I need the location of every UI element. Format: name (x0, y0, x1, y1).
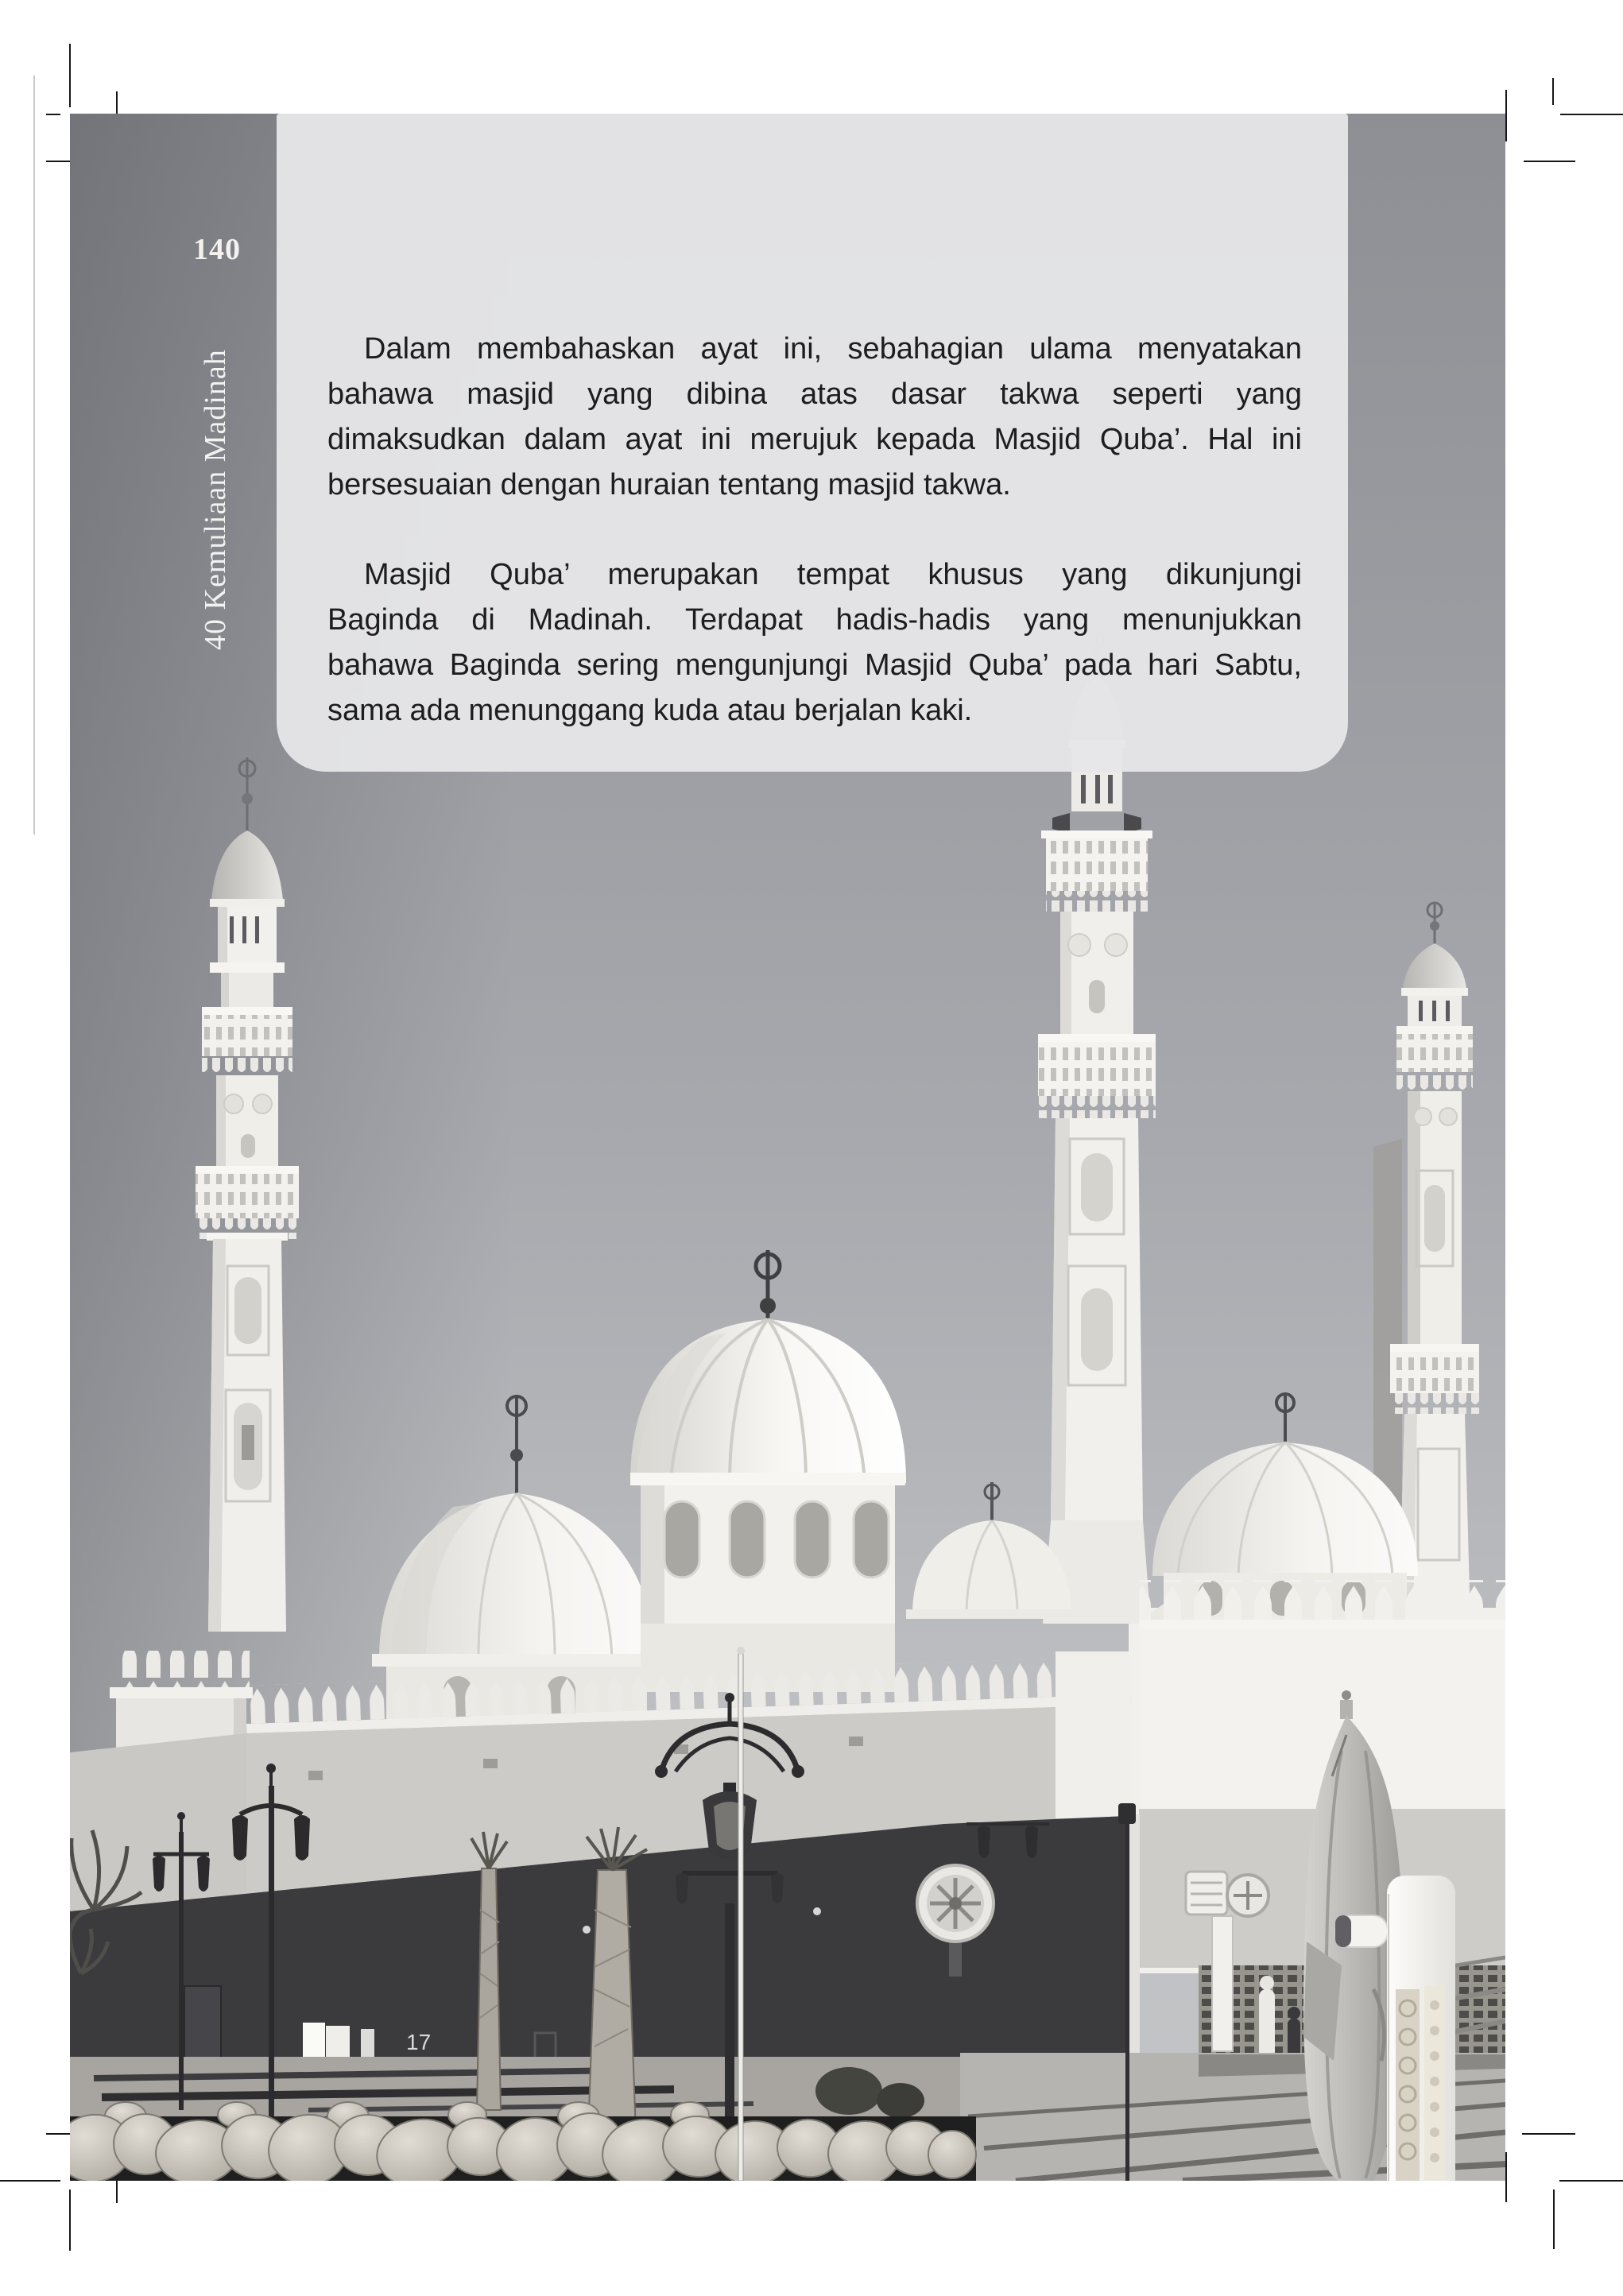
crop-mark (69, 2190, 71, 2251)
page-edge-line (33, 76, 35, 834)
crop-mark (1524, 161, 1575, 162)
paragraph (327, 552, 1302, 734)
text-line: bahawa masjid yang dibina atas dasar takwa seperti yang (327, 378, 1302, 411)
text-line: sama ada menunggang kuda atau berjalan kaki. (327, 694, 973, 727)
text-panel (277, 114, 1348, 772)
text-line: Baginda di Madinah. Terdapat hadis-hadis yang menunjukkan (327, 603, 1302, 637)
page-number: 140 (193, 233, 241, 266)
side-title: 40 Kemuliaan Madinah (199, 349, 232, 650)
crop-mark (1505, 90, 1507, 141)
flagpole (737, 1647, 745, 2181)
crop-mark (1553, 2190, 1555, 2249)
crop-mark (1560, 114, 1623, 115)
crop-mark (1552, 78, 1554, 105)
text-line: bahawa Baginda sering mengunjungi Masjid Quba’ pada hari Sabtu, (327, 649, 1302, 682)
crop-mark (1505, 2152, 1507, 2202)
crop-mark (69, 44, 71, 107)
crop-mark (1559, 2180, 1623, 2182)
crop-mark (46, 114, 60, 115)
wall-number-label: 17 (406, 2030, 432, 2054)
paragraph (327, 327, 1302, 508)
text-line: Dalam membahaskan ayat ini, sebahagian ulama menyatakan (364, 332, 1302, 366)
text-line: dimaksudkan dalam ayat ini merujuk kepada Masjid Quba’. Hal ini (327, 423, 1302, 456)
crop-mark (0, 2180, 60, 2182)
text-line: Masjid Quba’ merupakan tempat khusus yang dikunjungi (364, 558, 1302, 591)
text-line: bersesuaian dengan huraian tentang masjid takwa. (327, 468, 1011, 501)
crop-mark (1522, 2133, 1575, 2135)
